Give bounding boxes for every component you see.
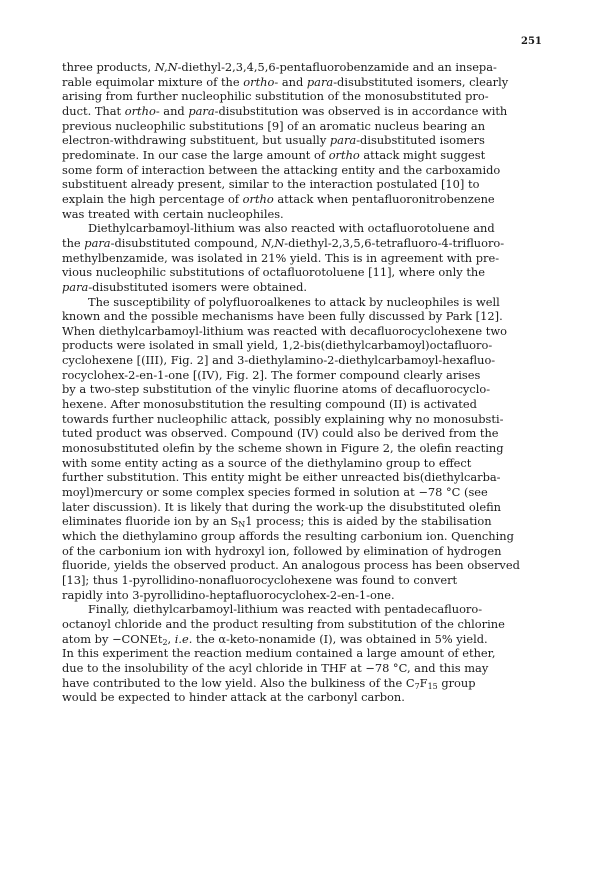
text-line: The susceptibility of polyfluoroalkenes to attack by nucleophiles is well: [88, 294, 500, 309]
page-number: 251: [521, 36, 542, 47]
text-line: Diethylcarbamoyl-lithium was also reacted with octafluorotoluene and: [88, 221, 495, 236]
text-line: would be expected to hinder attack at the carbonyl carbon.: [62, 690, 405, 705]
text-line: monosubstituted olefin by the scheme shown in Figure 2, the olefin reacting: [62, 441, 504, 456]
text-line: tuted product was observed. Compound (IV) could also be derived from the: [62, 426, 499, 441]
text-line: duct. That ortho- and para-disubstitution was observed is in accordance with: [62, 103, 508, 118]
text-line: of the carbonium ion with hydroxyl ion, followed by elimination of hydrogen: [62, 543, 502, 558]
text-line: electron-withdrawing substituent, but usually para-disubstituted isomers: [62, 133, 485, 148]
text-line: with some entity acting as a source of the diethylamino group to effect: [62, 455, 472, 470]
text-line: methylbenzamide, was isolated in 21% yield. This is in agreement with pre-: [62, 250, 500, 265]
text-line: explain the high percentage of ortho attack when pentafluoronitrobenzene: [62, 191, 495, 206]
text-line: moyl)mercury or some complex species formed in solution at −78 °C (see: [62, 485, 488, 500]
text-line: towards further nucleophilic attack, possibly explaining why no monosubsti-: [62, 411, 504, 426]
text-line: atom by −CONEt$_2$, i.e. the α-keto-nonamide (I), was obtained in 5% yield.: [62, 631, 488, 647]
text-line: rable equimolar mixture of the ortho- and para-disubstituted isomers, clearly: [62, 74, 509, 89]
text-line: predominate. In our case the large amount of ortho attack might suggest: [62, 147, 486, 162]
text-line: some form of interaction between the attacking entity and the carboxamido: [62, 162, 501, 177]
text-line: previous nucleophilic substitutions [9] of an aromatic nucleus bearing an: [62, 118, 486, 133]
text-line: by a two-step substitution of the vinylic fluorine atoms of decafluorocyclo-: [62, 382, 491, 397]
text-line: have contributed to the low yield. Also the bulkiness of the $C_7F_{15}$ group: [62, 675, 476, 691]
text-line: known and the possible mechanisms have been fully discussed by Park [12].: [62, 309, 503, 324]
text-line: In this experiment the reaction medium contained a large amount of ether,: [62, 646, 496, 661]
text-line: the para-disubstituted compound, N,N-diethyl-2,3,5,6-tetrafluoro-4-trifluoro-: [62, 235, 505, 250]
text-line: When diethylcarbamoyl-lithium was reacted with decafluorocyclohexene two: [62, 323, 507, 338]
text-line: hexene. After monosubstitution the resulting compound (II) is activated: [62, 397, 477, 412]
text-line: arising from further nucleophilic substitution of the monosubstituted pro-: [62, 89, 489, 104]
text-line: which the diethylamino group affords the resulting carbonium ion. Quenching: [62, 529, 514, 543]
text-line: products were isolated in small yield, 1,2-bis(diethylcarbamoyl)octafluoro-: [62, 338, 493, 353]
text-line: [13]; thus 1-pyrollidino-nonafluorocyclohexene was found to convert: [62, 572, 458, 587]
text-line: rocyclohex-2-en-1-one [(IV), Fig. 2]. The former compound clearly arises: [62, 367, 481, 382]
text-line: rapidly into 3-pyrollidino-heptafluorocyclohex-2-en-1-one.: [62, 587, 395, 602]
text-line: was treated with certain nucleophiles.: [62, 206, 284, 221]
text-line: later discussion). It is likely that during the work-up the disubstituted olefin: [62, 499, 502, 514]
text-line: cyclohexene [(III), Fig. 2] and 3-diethylamino-2-diethylcarbamoyl-hexafluo-: [62, 353, 496, 368]
text-line: Finally, diethylcarbamoyl-lithium was reacted with pentadecafluoro-: [88, 602, 483, 617]
text-line: octanoyl chloride and the product resulting from substitution of the chlorine: [62, 616, 505, 631]
text-line: para-disubstituted isomers were obtained.: [62, 279, 308, 294]
text-line: eliminates fluoride ion by an $S_N1$ process; this is aided by the stabilisation: [62, 514, 492, 530]
text-line: fluoride, yields the observed product. An analogous process has been observed: [62, 558, 520, 573]
text-line: vious nucleophilic substitutions of octafluorotoluene [11], where only the: [62, 265, 485, 280]
text-line: further substitution. This entity might be either unreacted bis(diethylcarba-: [62, 470, 501, 485]
text-line: substituent already present, similar to the interaction postulated [10] to: [62, 177, 480, 192]
text-line: due to the insolubility of the acyl chloride in THF at −78 °C, and this may: [62, 660, 489, 675]
text-line: three products, N,N-diethyl-2,3,4,5,6-pentafluorobenzamide and an insepa-: [62, 60, 497, 74]
body-text: [62, 60, 548, 705]
